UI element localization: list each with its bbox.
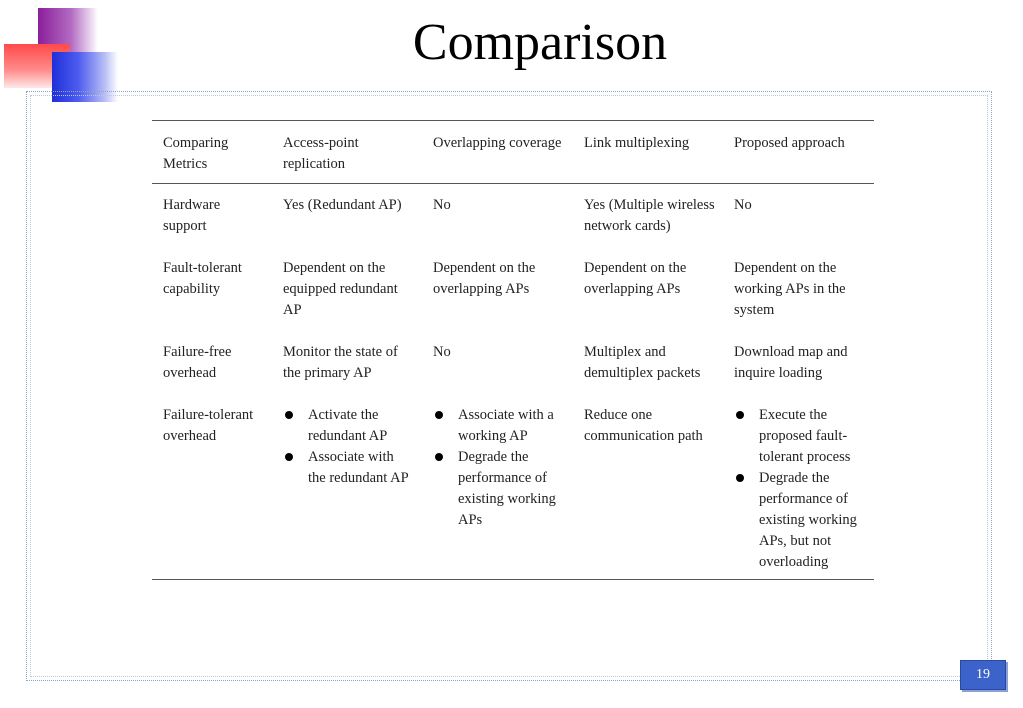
slide-title: Comparison	[412, 14, 668, 71]
row-metric-hardware-support: Hardware support	[163, 197, 221, 234]
row-metric-failure-free-overhead: Failure-free overhead	[163, 344, 232, 381]
cell-link-mux: Yes (Multiple wireless network cards)	[584, 197, 715, 234]
header-comparing-metrics: Comparing Metrics	[152, 121, 272, 184]
table-row	[152, 331, 874, 394]
cell-access-point: Monitor the state of the primary AP	[283, 344, 398, 381]
bullet-list	[734, 405, 866, 573]
bullet-item: Execute the proposed fault-tolerant process	[734, 405, 866, 468]
table-row	[152, 394, 874, 580]
cell-link-mux: Dependent on the overlapping APs	[584, 260, 687, 297]
cell-proposed: Dependent on the working APs in the system	[734, 260, 846, 318]
cell-proposed	[723, 394, 874, 580]
header-proposed-approach: Proposed approach	[723, 121, 874, 184]
cell-access-point: Dependent on the equipped redundant AP	[283, 260, 398, 318]
cell-proposed: No	[734, 197, 752, 213]
cell-overlapping: No	[433, 344, 451, 360]
page-number-badge: 19	[960, 660, 1006, 690]
cell-overlapping: No	[433, 197, 451, 213]
header-access-point-replication: Access-point replication	[272, 121, 422, 184]
comparison-table-wrapper	[152, 120, 874, 580]
row-metric-failure-tolerant-overhead: Failure-tolerant overhead	[152, 394, 272, 580]
cell-link-mux: Multiplex and demultiplex packets	[584, 344, 701, 381]
header-overlapping-coverage: Overlapping coverage	[422, 121, 573, 184]
table-row	[152, 247, 874, 331]
cell-overlapping: Dependent on the overlapping APs	[433, 260, 536, 297]
bullet-item: Degrade the performance of existing working APs, but not overloading	[734, 468, 866, 573]
bullet-item: Associate with the redundant AP	[283, 447, 414, 489]
cell-link-mux: Reduce one communication path	[573, 394, 723, 580]
header-link-multiplexing: Link multiplexing	[573, 121, 723, 184]
bullet-item: Associate with a working AP	[433, 405, 565, 447]
row-metric-fault-tolerant-capability: Fault-tolerant capability	[163, 260, 242, 297]
cell-proposed: Download map and inquire loading	[734, 344, 848, 381]
table-header-row	[152, 121, 874, 184]
bullet-list	[283, 405, 414, 489]
cell-overlapping	[422, 394, 573, 580]
comparison-table	[152, 120, 874, 580]
cell-access-point	[272, 394, 422, 580]
bullet-item: Degrade the performance of existing working APs	[433, 447, 565, 531]
table-row	[152, 184, 874, 248]
bullet-list	[433, 405, 565, 531]
cell-access-point: Yes (Redundant AP)	[283, 197, 402, 213]
bullet-item: Activate the redundant AP	[283, 405, 414, 447]
